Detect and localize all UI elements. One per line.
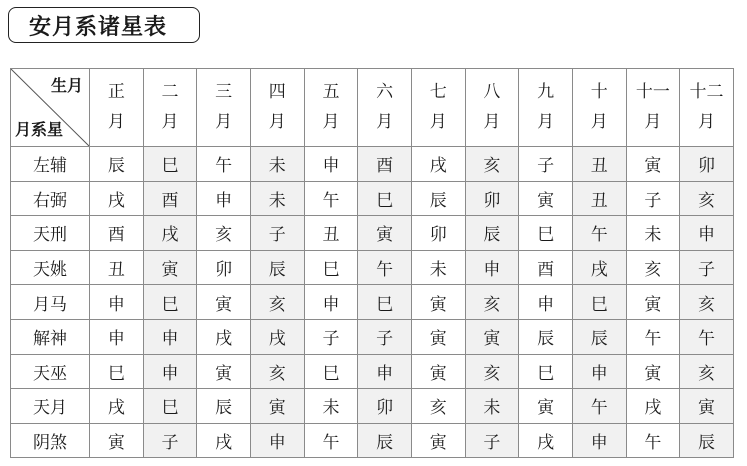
branch-cell: 辰	[572, 319, 626, 354]
star-name: 解神	[11, 319, 90, 354]
branch-cell: 巳	[304, 250, 358, 285]
month-header: 五 月	[304, 69, 358, 147]
branch-cell: 寅	[411, 285, 465, 320]
branch-cell: 酉	[519, 250, 573, 285]
branch-cell: 巳	[519, 354, 573, 389]
month-header: 正 月	[90, 69, 144, 147]
branch-cell: 寅	[358, 216, 412, 251]
branch-cell: 寅	[411, 423, 465, 458]
branch-cell: 寅	[519, 181, 573, 216]
branch-cell: 午	[626, 423, 680, 458]
branch-cell: 辰	[250, 250, 304, 285]
corner-label-star: 月系星	[15, 120, 64, 139]
branch-cell: 巳	[519, 216, 573, 251]
branch-cell: 辰	[197, 389, 251, 424]
branch-cell: 午	[304, 181, 358, 216]
branch-cell: 寅	[626, 285, 680, 320]
branch-cell: 寅	[465, 319, 519, 354]
branch-cell: 子	[680, 250, 734, 285]
branch-cell: 子	[626, 181, 680, 216]
branch-cell: 寅	[90, 423, 144, 458]
branch-cell: 申	[572, 354, 626, 389]
branch-cell: 亥	[465, 147, 519, 182]
branch-cell: 戌	[197, 423, 251, 458]
branch-cell: 亥	[197, 216, 251, 251]
table-row	[11, 147, 734, 182]
branch-cell: 卯	[197, 250, 251, 285]
branch-cell: 子	[358, 319, 412, 354]
branch-cell: 午	[572, 216, 626, 251]
branch-cell: 子	[519, 147, 573, 182]
branch-cell: 寅	[626, 354, 680, 389]
branch-cell: 寅	[250, 389, 304, 424]
branch-cell: 子	[250, 216, 304, 251]
branch-cell: 戌	[519, 423, 573, 458]
branch-cell: 酉	[358, 147, 412, 182]
branch-cell: 亥	[680, 285, 734, 320]
branch-cell: 子	[465, 423, 519, 458]
star-name: 天月	[11, 389, 90, 424]
branch-cell: 午	[197, 147, 251, 182]
branch-cell: 戌	[143, 216, 197, 251]
branch-cell: 亥	[411, 389, 465, 424]
branch-cell: 未	[304, 389, 358, 424]
month-header: 十 月	[572, 69, 626, 147]
branch-cell: 申	[143, 319, 197, 354]
branch-cell: 辰	[358, 423, 412, 458]
branch-cell: 寅	[626, 147, 680, 182]
star-name: 左辅	[11, 147, 90, 182]
branch-cell: 申	[304, 147, 358, 182]
branch-cell: 丑	[572, 147, 626, 182]
branch-cell: 申	[250, 423, 304, 458]
star-name: 月马	[11, 285, 90, 320]
branch-cell: 戌	[90, 181, 144, 216]
branch-cell: 戌	[626, 389, 680, 424]
table-row	[11, 389, 734, 424]
branch-cell: 巳	[90, 354, 144, 389]
star-name: 阴煞	[11, 423, 90, 458]
month-header: 七 月	[411, 69, 465, 147]
branch-cell: 子	[143, 423, 197, 458]
branch-cell: 午	[626, 319, 680, 354]
branch-cell: 卯	[411, 216, 465, 251]
branch-cell: 寅	[411, 354, 465, 389]
month-header: 二 月	[143, 69, 197, 147]
branch-cell: 巳	[143, 389, 197, 424]
table-row	[11, 250, 734, 285]
branch-cell: 巳	[304, 354, 358, 389]
month-header: 四 月	[250, 69, 304, 147]
branch-cell: 亥	[465, 354, 519, 389]
branch-cell: 辰	[465, 216, 519, 251]
table-row	[11, 216, 734, 251]
branch-cell: 辰	[90, 147, 144, 182]
branch-cell: 巳	[143, 285, 197, 320]
branch-cell: 酉	[143, 181, 197, 216]
branch-cell: 子	[304, 319, 358, 354]
branch-cell: 亥	[250, 285, 304, 320]
branch-cell: 亥	[680, 354, 734, 389]
branch-cell: 亥	[465, 285, 519, 320]
branch-cell: 酉	[90, 216, 144, 251]
branch-cell: 亥	[250, 354, 304, 389]
branch-cell: 申	[143, 354, 197, 389]
star-name: 天刑	[11, 216, 90, 251]
month-header: 三 月	[197, 69, 251, 147]
month-header: 九 月	[519, 69, 573, 147]
branch-cell: 戌	[197, 319, 251, 354]
branch-cell: 寅	[197, 354, 251, 389]
star-name: 天巫	[11, 354, 90, 389]
branch-cell: 申	[465, 250, 519, 285]
branch-cell: 丑	[90, 250, 144, 285]
branch-cell: 亥	[680, 181, 734, 216]
branch-cell: 未	[626, 216, 680, 251]
star-name: 天姚	[11, 250, 90, 285]
branch-cell: 卯	[465, 181, 519, 216]
branch-cell: 午	[304, 423, 358, 458]
branch-cell: 辰	[411, 181, 465, 216]
branch-cell: 未	[250, 147, 304, 182]
branch-cell: 卯	[358, 389, 412, 424]
month-header: 八 月	[465, 69, 519, 147]
branch-cell: 寅	[197, 285, 251, 320]
branch-cell: 戌	[250, 319, 304, 354]
table-row	[11, 181, 734, 216]
corner-label-month: 生月	[50, 76, 83, 95]
table-row	[11, 354, 734, 389]
branch-cell: 辰	[680, 423, 734, 458]
month-header: 六 月	[358, 69, 412, 147]
month-header: 十一 月	[626, 69, 680, 147]
branch-cell: 申	[90, 285, 144, 320]
branch-cell: 寅	[143, 250, 197, 285]
branch-cell: 戌	[411, 147, 465, 182]
star-table	[10, 68, 734, 458]
branch-cell: 寅	[519, 389, 573, 424]
table-row	[11, 285, 734, 320]
branch-cell: 未	[411, 250, 465, 285]
branch-cell: 午	[572, 389, 626, 424]
branch-cell: 未	[250, 181, 304, 216]
branch-cell: 巳	[143, 147, 197, 182]
branch-cell: 申	[358, 354, 412, 389]
branch-cell: 丑	[572, 181, 626, 216]
header-row	[11, 69, 734, 147]
branch-cell: 申	[197, 181, 251, 216]
branch-cell: 申	[90, 319, 144, 354]
branch-cell: 巳	[572, 285, 626, 320]
branch-cell: 午	[358, 250, 412, 285]
branch-cell: 申	[680, 216, 734, 251]
branch-cell: 戌	[90, 389, 144, 424]
branch-cell: 午	[680, 319, 734, 354]
branch-cell: 巳	[358, 181, 412, 216]
corner-cell	[11, 69, 90, 147]
branch-cell: 申	[572, 423, 626, 458]
branch-cell: 丑	[304, 216, 358, 251]
branch-cell: 未	[465, 389, 519, 424]
branch-cell: 亥	[626, 250, 680, 285]
branch-cell: 巳	[358, 285, 412, 320]
month-header: 十二 月	[680, 69, 734, 147]
branch-cell: 卯	[680, 147, 734, 182]
table-row	[11, 423, 734, 458]
table-title: 安月系诸星表	[8, 7, 200, 43]
branch-cell: 辰	[519, 319, 573, 354]
branch-cell: 寅	[411, 319, 465, 354]
branch-cell: 戌	[572, 250, 626, 285]
branch-cell: 申	[519, 285, 573, 320]
branch-cell: 申	[304, 285, 358, 320]
table-row	[11, 319, 734, 354]
branch-cell: 寅	[680, 389, 734, 424]
star-name: 右弼	[11, 181, 90, 216]
